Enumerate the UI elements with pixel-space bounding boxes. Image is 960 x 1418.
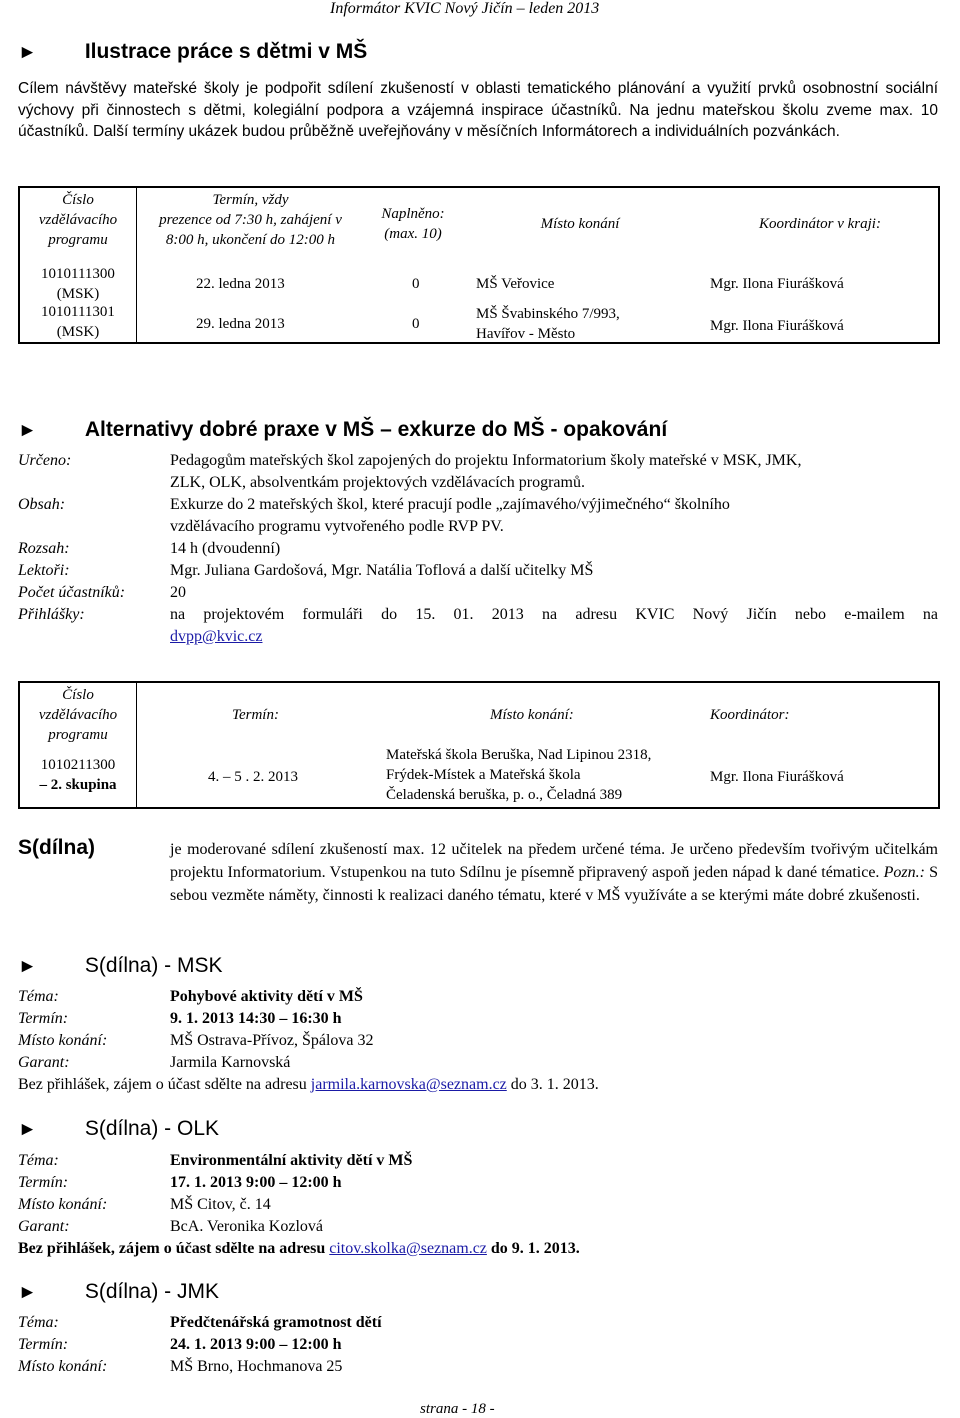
header-line: Číslo [62,192,94,208]
msk-note-text: Bez přihlášek, zájem o účast sdělte na adresu [18,1076,307,1093]
table-row-date: 22. ledna 2013 [196,276,285,292]
cell-line: 1010111300 [41,266,115,282]
header-line: prezence od 7:30 h, zahájení v [159,212,342,228]
table-row-program [20,302,136,342]
msk-label-tema: Téma: [18,988,59,1005]
olk-label-tema: Téma: [18,1152,59,1169]
cell-line: (MSK) [56,324,100,340]
header-place: Místo konání [540,216,620,232]
schedule-table-1 [18,186,940,344]
sdilna-jmk-title [18,1280,219,1304]
olk-misto: MŠ Citov, č. 14 [170,1196,271,1213]
jmk-label-misto: Místo konání: [18,1358,108,1375]
sdilna-olk-title-text: S(dílna) - OLK [84,1117,220,1140]
field-value-obsah-2: vzdělávacího programu vytvořeného podle RVP PV. [170,518,504,535]
header-line: Termín, vždy [212,192,289,208]
olk-garant: BcA. Veronika Kozlová [170,1218,323,1235]
header-line: programu [48,727,108,743]
arrow-icon: ► [18,42,37,63]
table-divider [136,188,137,342]
sdilna-title: S(dílna) [18,836,95,859]
msk-garant: Jarmila Karnovská [170,1054,291,1071]
header-line: Naplněno: [381,206,445,222]
section-title-text: Ilustrace práce s dětmi v MŠ [84,40,368,63]
msk-note [18,1074,599,1095]
msk-tema: Pohybové aktivity dětí v MŠ [170,988,363,1005]
section-title-alternativy [18,418,667,442]
sdilna-olk-title [18,1117,219,1141]
olk-termin: 17. 1. 2013 9:00 – 12:00 h [170,1174,342,1191]
field-value-pocet: 20 [170,584,186,601]
field-label-lektori: Lektoři: [18,562,70,579]
field-value-urceno-2: ZLK, OLK, absolventkám projektových vzdělávacích programů. [170,474,585,491]
table-divider [136,683,137,807]
header-coordinator: Koordinátor v kraji: [759,216,881,232]
cell-line: (MSK) [56,286,100,302]
header-line: programu [48,232,108,248]
cell-line: 1010111301 [41,304,115,320]
cell-line: – 2. skupina [39,777,117,793]
msk-label-termin: Termín: [18,1010,69,1027]
jmk-misto: MŠ Brno, Hochmanova 25 [170,1358,343,1375]
table-row-place [476,304,620,344]
field-value-rozsah: 14 h (dvoudenní) [170,540,281,557]
field-value-prihlasky: na projektovém formuláři do 15. 01. 2013 na adresu KVIC Nový Jičín nebo e-mailem na [170,606,938,623]
header-line: vzdělávacího [38,212,118,228]
running-header: Informátor KVIC Nový Jičín – leden 2013 [330,0,600,17]
field-value-urceno: Pedagogům mateřských škol zapojených do projektu Informatorium školy mateřské v MSK, JMK, [170,452,802,469]
table-row-coordinator: Mgr. Ilona Fiurášková [710,769,844,785]
table-row-program [20,264,136,304]
sdilna-description [170,838,938,907]
msk-label-misto: Místo konání: [18,1032,108,1049]
section-title-text: Alternativy dobré praxe v MŠ – exkurze do MŠ - opakování [84,418,668,441]
header-line: Číslo [62,687,94,703]
table-row-filled: 0 [412,276,420,292]
field-label-prihlasky: Přihlášky: [18,606,85,623]
page-number: strana - 18 - [420,1401,495,1417]
msk-note-deadline: do 3. 1. 2013. [510,1076,599,1093]
sdilna-msk-title [18,954,223,978]
email-link-karnovska[interactable]: jarmila.karnovska@seznam.cz [310,1076,507,1093]
header-term: Termín: [232,707,279,723]
arrow-icon: ► [18,956,37,977]
cell-line: Mateřská škola Beruška, Nad Lipinou 2318, [386,747,652,763]
field-label-urceno: Určeno: [18,452,72,469]
header-coordinator: Koordinátor: [710,707,790,723]
table-row-place [386,745,651,805]
table-row-filled: 0 [412,316,420,332]
olk-note-text: Bez přihlášek, zájem o účast sdělte na adresu [18,1240,326,1257]
olk-label-garant: Garant: [18,1218,70,1235]
cell-line: Havířov - Město [476,326,576,342]
olk-note [18,1238,580,1259]
email-link-citov[interactable]: citov.skolka@seznam.cz [329,1240,487,1257]
arrow-icon: ► [18,1119,37,1140]
arrow-icon: ► [18,1282,37,1303]
sdilna-text: je moderované sdílení zkušeností max. 12 učitelek na předem určené téma. Je určeno především tvořivým učitelkám projektu Informatorium. Vstupenkou na tuto Sdílnu je písemně připravený aspoň jeden nápad k dané tématice. [170,841,938,881]
field-label-obsah: Obsah: [18,496,66,513]
olk-label-termin: Termín: [18,1174,69,1191]
sdilna-note-label: Pozn.: [883,864,925,881]
header-program [20,685,136,745]
section-title-ilustrace [18,40,367,64]
olk-label-misto: Místo konání: [18,1196,108,1213]
sdilna-text-2: S sebou vezměte náměty, činnosti k realizaci daného tématu, které v MŠ využíváte a se kterými máte dobré zkušenosti. [170,864,939,904]
intro-paragraph: Cílem návštěvy mateřské školy je podpořit sdílení zkušeností v oblasti tematického plánování a využití prvků osobnostní sociální výchovy při činnostech s dětmi, kolegiální podpora a vzájemná inspirace účastníků. Na jednu mateřskou školu zveme max. 10 účastníků. Další termíny ukázek budou průběžně uveřejňovány v měsíčních Informátorech a individuálních pozvánkách. [18,80,938,140]
table-row-program [20,755,136,795]
schedule-table-2 [18,681,940,809]
cell-line: 1010211300 [40,757,116,773]
cell-line: Čeladenská beruška, p. o., Čeladná 389 [386,787,623,803]
header-line: 8:00 h, ukončení do 12:00 h [165,232,336,248]
field-value-obsah: Exkurze do 2 mateřských škol, které pracují podle „zajímavého/výjimečného“ školního [170,496,730,513]
header-term [138,190,363,250]
field-value-lektori: Mgr. Juliana Gardošová, Mgr. Natália Toflová a další učitelky MŠ [170,562,594,579]
header-line: (max. 10) [384,226,442,242]
olk-note-deadline: do 9. 1. 2013. [490,1240,580,1257]
cell-line: Frýdek-Místek a Mateřská škola [386,767,581,783]
jmk-label-tema: Téma: [18,1314,59,1331]
olk-tema: Environmentální aktivity dětí v MŠ [170,1152,413,1169]
table-row-place: MŠ Veřovice [476,276,555,292]
jmk-tema: Předčtenářská gramotnost dětí [170,1314,382,1331]
table-row-date: 4. – 5 . 2. 2013 [208,769,298,785]
jmk-termin: 24. 1. 2013 9:00 – 12:00 h [170,1336,342,1353]
jmk-label-termin: Termín: [18,1336,69,1353]
header-place: Místo konání: [490,707,574,723]
msk-termin: 9. 1. 2013 14:30 – 16:30 h [170,1010,342,1027]
cell-line: MŠ Švabinského 7/993, [476,306,620,322]
field-label-pocet: Počet účastníků: [18,584,126,601]
header-program [20,190,136,250]
field-label-rozsah: Rozsah: [18,540,70,557]
arrow-icon: ► [18,420,37,441]
sdilna-msk-title-text: S(dílna) - MSK [84,954,223,977]
sdilna-jmk-title-text: S(dílna) - JMK [84,1280,220,1303]
msk-label-garant: Garant: [18,1054,70,1071]
header-filled [368,204,458,244]
table-row-coordinator: Mgr. Ilona Fiurášková [710,318,844,334]
header-line: vzdělávacího [38,707,118,723]
msk-misto: MŠ Ostrava-Přívoz, Špálova 32 [170,1032,374,1049]
table-row-date: 29. ledna 2013 [196,316,285,332]
table-row-coordinator: Mgr. Ilona Fiurášková [710,276,844,292]
email-link-dvpp[interactable]: dvpp@kvic.cz [170,628,263,645]
